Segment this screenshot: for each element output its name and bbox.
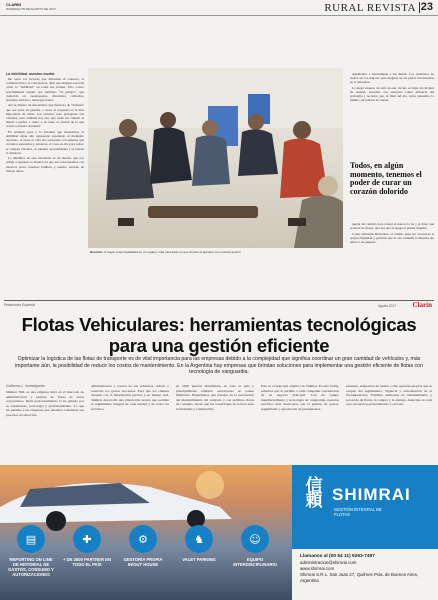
shimrai-logo-box: [292, 465, 438, 549]
team-icon: ☺: [241, 525, 269, 553]
feature-partners: [62, 525, 112, 567]
paragraph: En realidad, pese a la fortaleza que mostramos, la debilidad sigue allí, agazapada esperando el momento oportuno. A veces la vida nos sorprende con temores que creíamos superados y, entonces, el costo es alto para todos: se rompen vínculos, se pierden oportunidades y se instala la distancia.: [6, 129, 84, 155]
feature-label: EQUIPO INTERDISCIPLINARIO: [233, 557, 277, 567]
ad-date: Agosto 2017: [378, 304, 396, 308]
shimrai-banner: [0, 465, 438, 600]
logo-characters: 信 頼: [305, 476, 323, 511]
special-production-label: Producción Especial: [4, 303, 35, 307]
feature-reporting: [6, 525, 56, 577]
ad-column-text: pasantes, asignación de turnos, como gestores propios que se ocupan del seguimiento. Vigencia y actualización de la documentación. También auditorías en mantenimiento y recorrido de flotas, la compra y la entrega. Atención en cada caso un servicio personalizado y cercano.: [346, 384, 432, 406]
paragraph: Así se dispara un mecanismo que funciona de “defensa” que nos pone en guardia, a veces la respuesta es la más importante de todas. Los recursos para protegerse son variados, pero también hay uno que suele ser común: el miedo a perder, a ceder, a no tener el control de lo que ocurre a nuestro alrededor.: [6, 103, 84, 129]
section-divider: [4, 300, 434, 301]
paragraph: Como planteaba Belvedere, el camino pasa por reconocer la propia fragilidad y permitir que el otro también la muestre sin temor a ser juzgado.: [350, 231, 434, 244]
byline: Guillermo L. Investigación: [6, 384, 46, 388]
issue-date: DOMINGO 25 DE AGOSTO DE 2017: [6, 7, 56, 11]
paragraph: La mejor manera de salir de este círculo es bajar los niveles de tensión, escuchar con atención, tomar distancia del problema y recordar que, al final del día, todos queremos lo mismo: ser tenidos en cuenta.: [350, 85, 434, 103]
valet-icon: ♞: [185, 525, 213, 553]
feature-team: [230, 525, 280, 567]
ad-column: [91, 384, 169, 411]
article-right-column-continued: [350, 222, 434, 294]
paragraph: argumentos e interrumpan a los demás. Los resultados no suelen ser los mejores para ninguna de las partes involucradas en la discusión.: [350, 72, 434, 85]
feature-label: GESTORÍA PROPIA IN/OUT HOUSE: [123, 557, 163, 567]
email-link[interactable]: administracion@shimrai.com: [300, 560, 357, 565]
report-icon: ▤: [17, 525, 45, 553]
page-number: 23: [420, 1, 433, 13]
section-title: RURAL REVISTA: [324, 2, 416, 14]
paragraph: De todos los factores que dificultan el contacto, la comunicación y la convivencia, diría que ninguno tan letal como la “debilidad” en todas sus formas. Esto ocurre sencillamente cuando nos sentimos “en peligro”, que traducido es: cuestionados, discutidos, criticados, atacados, heridos o menospreciados.: [6, 77, 84, 103]
gear-icon: ⚙: [129, 525, 157, 553]
ad-column: [176, 384, 254, 411]
photo-caption: [90, 250, 342, 254]
shimrai-logo: SHIMRAI: [332, 485, 411, 504]
feature-gestoria: [118, 525, 168, 567]
article-left-column: [6, 72, 84, 296]
ad-lead: Optimizar la logística de las flotas de transporte es de vital importancia para las empresas debido a la complejidad que significa coordinar un gran cantidad de vehículos y, más importante aún, la posibilidad de reducir los costos de mantenimiento. En la Argentina hay empresas que brindan soluciones para implementar una gestión eficiente de flotas con tecnología de vanguardia.: [15, 356, 423, 376]
ad-column-text: administración y control de sus vehículos, reducir y controlar los gastos asociados. Para que los clientes cuenten con la información precisa y en tiempo real, Shimrai desarrolló una plataforma propia que permite el seguimiento integral de cada unidad y de todos los servicios,: [91, 384, 169, 411]
caption-prefix: Reunión.: [90, 250, 104, 254]
ad-column-text: en 2500 puertas distribuidas en todo el país y principalmente también operaciones en países limítrofes. Entendemos que trabajar en la prevención del mantenimiento del vehículo y con políticas claras de consumo, hacen que las condiciones de la flota sean trasladables y comparables.: [176, 384, 254, 411]
feature-label: VALET PARKING: [182, 557, 216, 562]
meeting-photo: [88, 68, 343, 248]
ad-column: [6, 384, 84, 417]
ad-column: [261, 384, 339, 411]
caption-text: A mayor responsabilidad en un equipo, más necesario es que demos el ejemplo con nuestra acción.: [103, 250, 242, 254]
feature-label: REPORTING ON LINE DE HISTORIAL DE GASTOS, CONSUMO Y AUTORIZACIONES: [8, 557, 54, 577]
address: Shimrai S.R.L. San Juan 27, Quilmes Pcia. de Buenos Aires, Argentina: [300, 572, 419, 583]
ad-column-text: Shimrai SRL es una empresa líder en el mercado de administración y gestión de flotas de autos corporativos. Debe posicionamiento lo ha ganado por su experiencia, tecnología y profesionalismo. Lo que les permite a las empresas que atienden centralizar sus procesos de selección,: [6, 390, 84, 417]
plus-icon: ✚: [73, 525, 101, 553]
paragraph: quería del cuidado para tolerar el rencor, la ira y el dolor que produce la ofensa, una vez que se apaga el primer impulso.: [350, 222, 434, 231]
contact-info: [300, 553, 436, 584]
masthead: [0, 0, 438, 16]
feature-label: + DE 2500 PARTNER EN TODO EL PAÍS: [63, 557, 111, 567]
column-heading: La debilidad, asesino mortal: [6, 72, 55, 76]
car-photo: [0, 465, 292, 600]
logo-subtitle: GESTIÓN INTEGRAL DE FLOTAS: [334, 507, 382, 517]
ad-column: [346, 384, 432, 407]
article-right-column: [350, 72, 434, 160]
paragraph: La dinámica de este fenómeno es un desafío que nos obliga a repensar la manera en que nos relacionamos con nuestros pares, nuestras familias y nuestro entorno de trabajo diario.: [6, 156, 84, 173]
pull-quote: Todos, en algún momento, tenemos el poder de curar un corazón dolorido: [350, 161, 422, 196]
publisher-logo: Clarín: [412, 301, 432, 309]
feature-valet: [174, 525, 224, 562]
ad-column-text: Esto es el principal objetivo de Shimrai. Es esta forma, sabemos que le permite a cada compañía concentrarse en su negocio principal. Con un equipo interdisciplinario y tecnología de vanguardia, nuestros servicios más destacados son la gestión de gastos, seguimiento y aprobación de presupuestos.: [261, 384, 339, 411]
newspaper-brand: CLARIN: [6, 2, 22, 7]
ad-headline: Flotas Vehiculares: herramientas tecnológicas para una gestión eficiente: [21, 314, 417, 356]
phone: Llamanos al (00 54 11) 5263-7497: [300, 554, 375, 559]
website-link[interactable]: www.shimrai.com: [300, 566, 335, 571]
